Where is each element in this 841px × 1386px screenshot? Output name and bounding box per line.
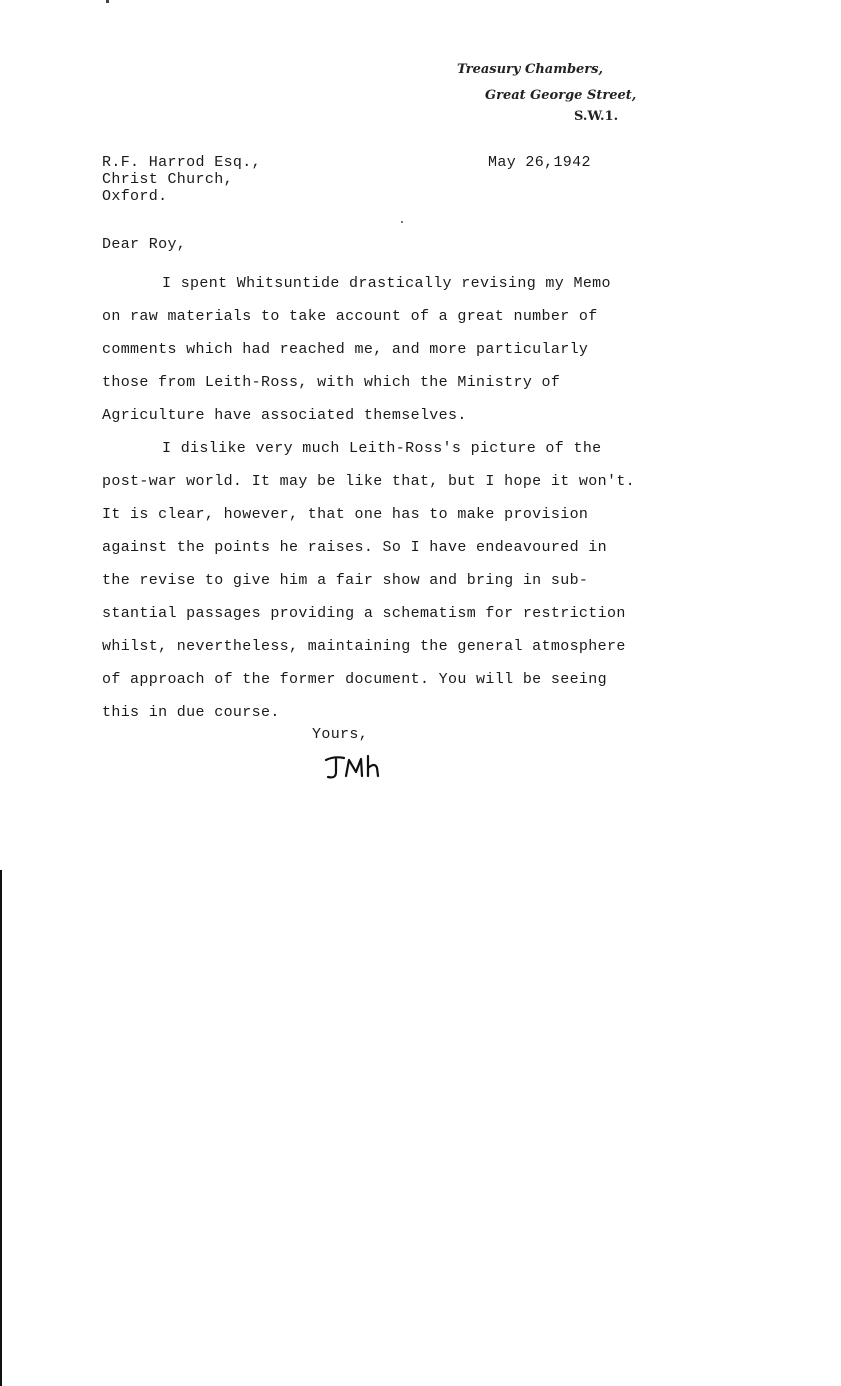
address-line: Oxford.	[102, 188, 168, 205]
letter-date: May 26,1942	[488, 154, 591, 171]
letterhead-line-2: Great George Street,	[485, 88, 637, 103]
letter-body	[102, 267, 635, 729]
body-line: It is clear, however, that one has to make provision	[102, 506, 589, 523]
body-line: I dislike very much Leith-Ross's picture of the	[162, 440, 602, 457]
scan-margin-edge	[0, 870, 2, 1386]
body-line: against the points he raises. So I have endeavoured in	[102, 539, 607, 556]
body-line: on raw materials to take account of a great number of	[102, 308, 598, 325]
address-line: Christ Church,	[102, 171, 233, 188]
signature-icon	[322, 752, 386, 782]
body-line: of approach of the former document. You will be seeing	[102, 671, 607, 688]
body-line: I spent Whitsuntide drastically revising my Memo	[162, 275, 611, 292]
body-line: comments which had reached me, and more particularly	[102, 341, 589, 358]
body-line: the revise to give him a fair show and bring in sub-	[102, 572, 589, 589]
closing: Yours,	[312, 726, 369, 743]
body-line: those from Leith-Ross, with which the Ministry of	[102, 374, 561, 391]
scan-speck	[401, 221, 403, 223]
body-line: Agriculture have associated themselves.	[102, 407, 467, 424]
body-line: this in due course.	[102, 704, 280, 721]
letterhead-line-1: Treasury Chambers,	[457, 62, 604, 77]
scan-speck	[106, 0, 109, 3]
address-line: R.F. Harrod Esq.,	[102, 154, 261, 171]
salutation: Dear Roy,	[102, 236, 187, 253]
recipient-address	[102, 154, 261, 205]
body-line: post-war world. It may be like that, but I hope it won't.	[102, 473, 636, 490]
body-line: whilst, nevertheless, maintaining the general atmosphere	[102, 638, 626, 655]
body-line: stantial passages providing a schematism for restriction	[102, 605, 626, 622]
letterhead-line-3: S.W.1.	[574, 109, 619, 124]
